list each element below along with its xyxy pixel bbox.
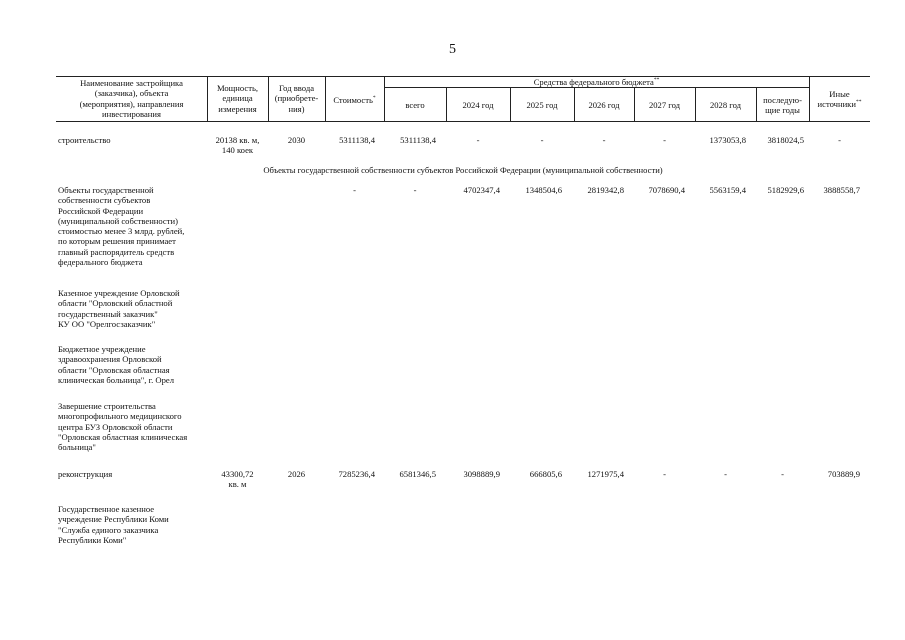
row-2028: 1373053,8 <box>709 135 746 145</box>
header-other-sources: Иные источники** <box>817 89 862 110</box>
row-2025: 1348504,6 <box>525 185 562 195</box>
row-2024: 4702347,4 <box>463 185 500 195</box>
row-name: реконструкция <box>58 469 113 479</box>
row-2027: - <box>663 135 666 145</box>
row-capacity: 43300,72 кв. м <box>221 469 254 490</box>
header-2027: 2027 год <box>648 100 681 110</box>
page-number: 5 <box>449 42 456 57</box>
row-total: 6581346,5 <box>399 469 436 479</box>
header-later-years: последую- щие годы <box>763 95 802 116</box>
header-2026: 2026 год <box>588 100 620 110</box>
row-other-sources: - <box>838 135 841 145</box>
row-cost: 5311138,4 <box>339 135 375 145</box>
row-2027: - <box>663 469 666 479</box>
row-name: Объекты государственной собственности субъектов Российской Федерации (муниципальной собственности) стоимостью менее 3 млрд. рублей, по которым решения принимает главный распорядитель средств федерального бюджета <box>58 185 185 268</box>
customer-block-orel: Казенное учреждение Орловской области "Орловский областной государственный заказчик" КУ ОО "Орелгосзаказчик" <box>58 288 180 329</box>
header-name: Наименование застройщика (заказчика), объекта (мероприятия), направления инвестирования <box>79 78 184 119</box>
header-federal-budget: Средства федерального бюджета** <box>533 77 660 87</box>
section-title: Объекты государственной собственности субъектов Российской Федерации (муниципальной собственности) <box>263 165 663 175</box>
header-year: Год ввода (приобрете- ния) <box>274 83 319 114</box>
institution-block-orel: Бюджетное учреждение здравоохранения Орловской области "Орловская областная клиническая больница", г. Орел <box>58 344 175 385</box>
row-later-years: - <box>781 469 784 479</box>
row-2028: - <box>724 469 727 479</box>
row-2027: 7078690,4 <box>648 185 685 195</box>
row-2025: 666805,6 <box>529 469 562 479</box>
project-block-orel: Завершение строительства многопрофильного медицинского центра БУЗ Орловской области "Орловская областная клиническая больница" <box>58 401 188 453</box>
row-cost: - <box>353 185 356 195</box>
row-2024: 3098889,9 <box>463 469 500 479</box>
header-cost: Стоимость* <box>333 95 376 105</box>
row-2026: - <box>602 135 606 145</box>
row-2026: 1271975,4 <box>587 469 624 479</box>
row-2024: - <box>476 135 480 145</box>
row-later-years: 5182929,6 <box>767 185 804 195</box>
row-year: 2030 <box>287 135 306 145</box>
row-capacity: 20138 кв. м, 140 коек <box>215 135 260 156</box>
row-name: строительство <box>58 135 111 145</box>
row-later-years: 3818024,5 <box>767 135 804 145</box>
row-2026: 2819342,8 <box>587 185 624 195</box>
header-2028: 2028 год <box>709 100 742 110</box>
header-2025: 2025 год <box>526 100 558 110</box>
row-2028: 5563159,4 <box>709 185 746 195</box>
row-total: 5311138,4 <box>400 135 436 145</box>
header-capacity: Мощность, единица измерения <box>216 83 259 114</box>
row-cost: 7285236,4 <box>338 469 375 479</box>
header-2024: 2024 год <box>462 100 494 110</box>
row-total: - <box>413 185 417 195</box>
customer-block-komi: Государственное казенное учреждение Республики Коми "Служба единого заказчика Республики Коми" <box>58 504 169 545</box>
row-other-sources: 703889,9 <box>827 469 860 479</box>
row-year: 2026 <box>287 469 306 479</box>
row-other-sources: 3888558,7 <box>823 185 860 195</box>
header-total: всего <box>405 100 425 110</box>
row-2025: - <box>540 135 544 145</box>
